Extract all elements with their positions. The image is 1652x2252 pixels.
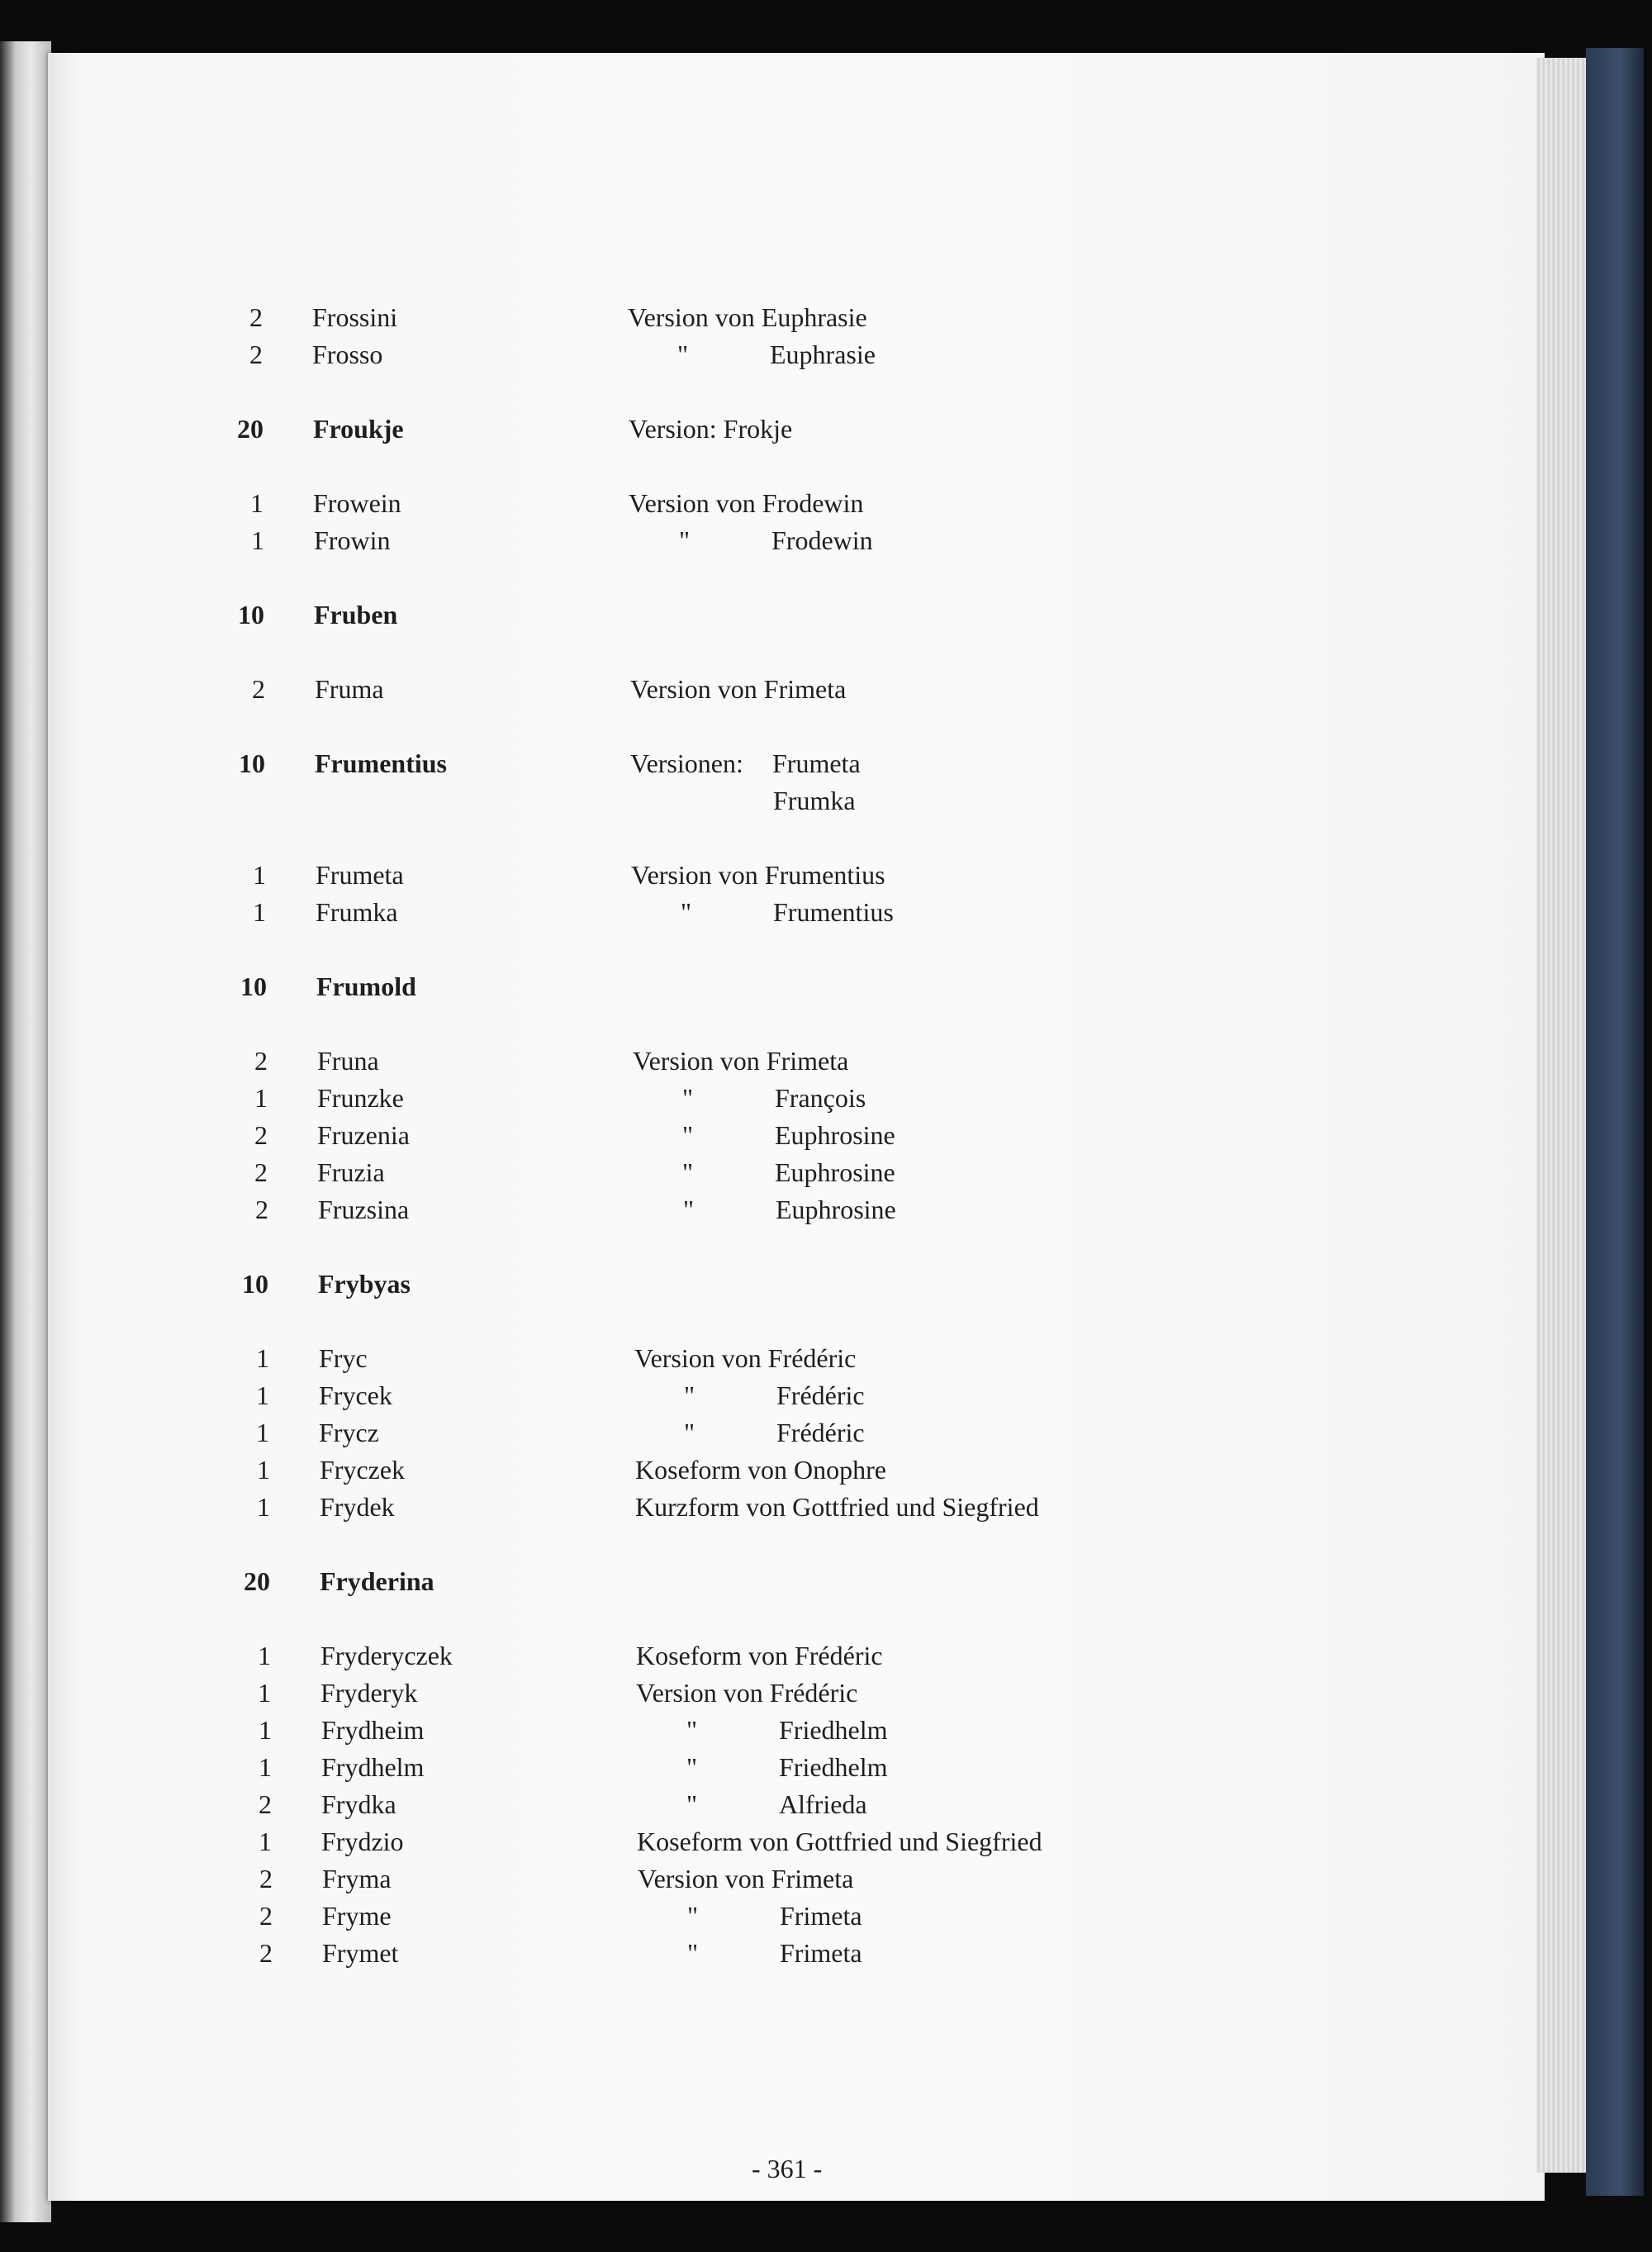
- entry-name: Fruzenia: [317, 1120, 410, 1150]
- entry-description: Version von Frimeta: [633, 1046, 849, 1076]
- entry-frequency: 20: [244, 1566, 270, 1596]
- entry-frequency: 1: [256, 1380, 269, 1410]
- entry-name: Frycz: [319, 1418, 379, 1447]
- entry-reference: Euphrosine: [776, 1195, 896, 1224]
- entry-frequency: 1: [259, 1827, 272, 1856]
- entry-name: Frydheim: [321, 1715, 425, 1745]
- entry-description: Version von Frumentius: [631, 860, 885, 890]
- entry-name: Frumentius: [315, 748, 447, 778]
- entry-reference: Friedhelm: [779, 1752, 888, 1782]
- entry-description: Version: Frokje: [629, 414, 793, 444]
- entry-reference: Friedhelm: [779, 1715, 888, 1745]
- entry-name: Frydek: [320, 1492, 395, 1522]
- entry-frequency: 2: [254, 1120, 268, 1150]
- entry-description: ": [686, 1715, 698, 1745]
- entry-name: Froukje: [313, 414, 404, 444]
- entry-description: ": [682, 1120, 694, 1150]
- entry-name: Fryme: [322, 1901, 392, 1931]
- page-edges: [1536, 58, 1586, 2173]
- entry-name: Frowein: [313, 488, 401, 518]
- book-binding: [0, 41, 51, 2222]
- entry-name: Frumold: [316, 972, 416, 1001]
- entry-description: Koseform von Gottfried und Siegfried: [637, 1827, 1042, 1856]
- entry-description: ": [677, 340, 689, 369]
- entry-name: Fruben: [314, 600, 398, 630]
- entry-frequency: 1: [258, 1678, 271, 1708]
- entry-reference: Frodewin: [771, 525, 873, 555]
- entry-reference: Frumka: [773, 786, 856, 815]
- entry-description: Versionen:: [630, 748, 743, 778]
- entry-name: Fruma: [315, 674, 384, 704]
- entry-reference: Alfrieda: [779, 1789, 867, 1819]
- entry-reference: Euphrosine: [775, 1157, 895, 1187]
- entry-name: Fryderyk: [320, 1678, 418, 1708]
- entry-frequency: 2: [259, 1938, 273, 1968]
- entry-description: Version von Frédéric: [634, 1343, 857, 1373]
- entry-frequency: 1: [258, 1641, 271, 1670]
- book-cover: [1586, 48, 1644, 2196]
- entry-reference: Frédéric: [776, 1380, 865, 1410]
- entry-name: Frumka: [316, 897, 398, 927]
- entry-description: ": [679, 525, 691, 555]
- entry-frequency: 10: [238, 600, 264, 630]
- entry-description: ": [687, 1901, 699, 1931]
- entry-frequency: 1: [251, 525, 264, 555]
- entry-name: Fryczek: [320, 1455, 406, 1485]
- entry-frequency: 1: [257, 1492, 270, 1522]
- entry-name: Frydka: [321, 1789, 396, 1819]
- entry-reference: François: [775, 1083, 866, 1113]
- entry-name: Fryderyczek: [320, 1641, 453, 1670]
- entry-frequency: 1: [257, 1455, 270, 1485]
- entry-frequency: 1: [256, 1418, 269, 1447]
- entry-frequency: 2: [252, 674, 265, 704]
- entry-frequency: 2: [259, 1789, 272, 1819]
- entry-frequency: 2: [249, 340, 263, 369]
- entry-description: Koseform von Onophre: [635, 1455, 886, 1485]
- entry-description: ": [683, 1195, 695, 1224]
- entry-frequency: 1: [256, 1343, 269, 1373]
- entry-frequency: 10: [240, 972, 267, 1001]
- entry-description: Version von Frédéric: [636, 1678, 858, 1708]
- entry-frequency: 2: [254, 1046, 268, 1076]
- entry-name: Frycek: [319, 1380, 392, 1410]
- entry-name: Frumeta: [316, 860, 404, 890]
- entry-frequency: 2: [259, 1901, 273, 1931]
- entry-description: ": [686, 1752, 698, 1782]
- entry-frequency: 10: [242, 1269, 268, 1299]
- entry-name: Fruzia: [317, 1157, 385, 1187]
- entry-name: Fryderina: [320, 1566, 434, 1596]
- entry-description: ": [686, 1789, 698, 1819]
- entry-name: Frydhelm: [321, 1752, 425, 1782]
- entry-name: Frossini: [312, 302, 398, 332]
- entry-reference: Frimeta: [780, 1938, 862, 1968]
- entry-name: Fryma: [322, 1864, 392, 1893]
- entry-frequency: 2: [249, 302, 263, 332]
- entry-description: ": [681, 897, 692, 927]
- entry-frequency: 20: [237, 414, 263, 444]
- entry-description: ": [684, 1380, 695, 1410]
- entry-description: ": [684, 1418, 695, 1447]
- entry-reference: Euphrosine: [775, 1120, 895, 1150]
- entry-name: Frunzke: [317, 1083, 404, 1113]
- entry-frequency: 1: [254, 1083, 268, 1113]
- entry-frequency: 1: [259, 1752, 272, 1782]
- entry-frequency: 1: [259, 1715, 272, 1745]
- entry-frequency: 2: [254, 1157, 268, 1187]
- entry-description: ": [682, 1157, 694, 1187]
- page-number: - 361 -: [752, 2154, 823, 2183]
- entry-frequency: 2: [259, 1864, 273, 1893]
- entry-description: Version von Frimeta: [630, 674, 847, 704]
- entry-description: ": [682, 1083, 694, 1113]
- entry-reference: Frumentius: [773, 897, 894, 927]
- entry-name: Frydzio: [321, 1827, 404, 1856]
- entry-name: Fruna: [317, 1046, 379, 1076]
- entry-description: Koseform von Frédéric: [636, 1641, 883, 1670]
- entry-description: Version von Frodewin: [629, 488, 864, 518]
- entry-frequency: 1: [250, 488, 263, 518]
- entry-name: Fruzsina: [318, 1195, 410, 1224]
- entry-frequency: 2: [255, 1195, 268, 1224]
- entry-reference: Frumeta: [772, 748, 861, 778]
- entry-reference: Euphrasie: [770, 340, 876, 369]
- entry-frequency: 1: [253, 897, 266, 927]
- entry-description: Kurzform von Gottfried und Siegfried: [635, 1492, 1039, 1522]
- entry-description: Version von Euphrasie: [628, 302, 867, 332]
- entry-reference: Frédéric: [776, 1418, 865, 1447]
- entry-name: Frowin: [314, 525, 391, 555]
- entry-name: Frybyas: [318, 1269, 411, 1299]
- entry-name: Frymet: [322, 1938, 399, 1968]
- entry-frequency: 10: [239, 748, 265, 778]
- entry-description: Version von Frimeta: [638, 1864, 854, 1893]
- entry-reference: Frimeta: [780, 1901, 862, 1931]
- entry-name: Fryc: [319, 1343, 368, 1373]
- entry-frequency: 1: [253, 860, 266, 890]
- entry-description: ": [687, 1938, 699, 1968]
- entry-name: Frosso: [312, 340, 383, 369]
